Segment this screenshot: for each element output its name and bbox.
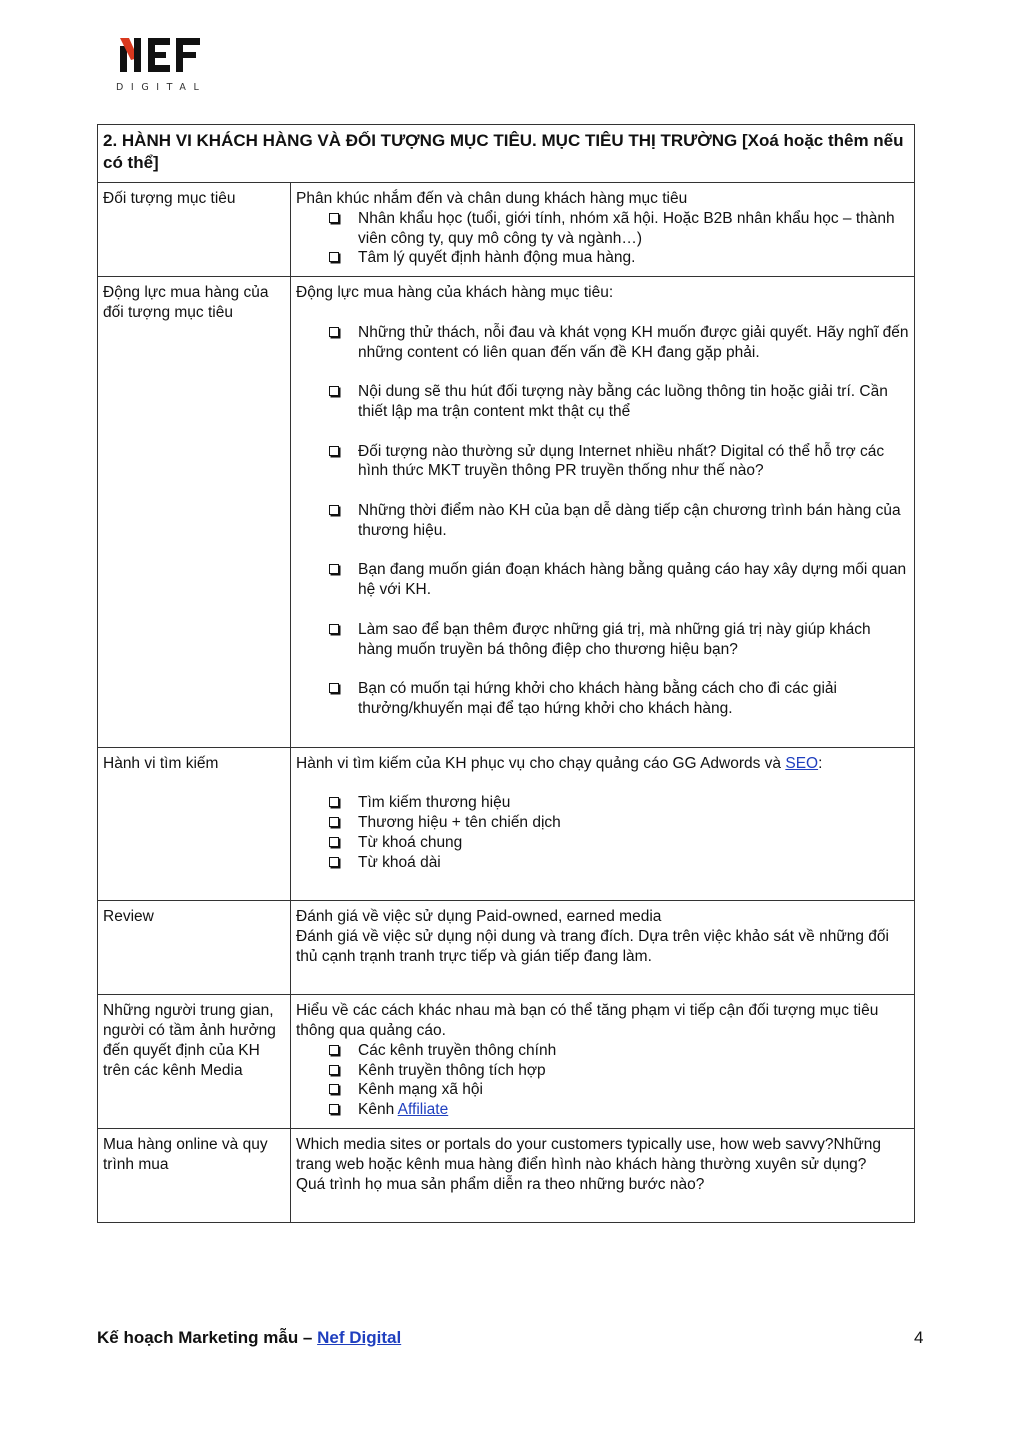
checkbox-icon [329, 797, 339, 807]
row-label: Đối tượng mục tiêu [98, 183, 291, 277]
checkbox-list [296, 323, 909, 719]
list-item: Đối tượng nào thường sử dụng Internet nhiều nhất? Digital có thể hỗ trợ các hình thức MKT truyền thông PR truyền thống như thế nào? [358, 442, 909, 482]
list-item: Những thử thách, nỗi đau và khát vọng KH muốn được giải quyết. Hãy nghĩ đến những content có liên quan đến vấn đề KH đang gặp phải. [358, 323, 909, 363]
row-line: Which media sites or portals do your customers typically use, how web savvy?Những trang web hoặc kênh mua hàng điển hình nào khách hàng thường xuyên sử dụng? [296, 1136, 881, 1173]
row-label: Hành vi tìm kiếm [98, 747, 291, 901]
checkbox-list [296, 209, 909, 268]
list-item: Bạn đang muốn gián đoạn khách hàng bằng quảng cáo hay xây dựng mối quan hệ với KH. [358, 560, 909, 600]
checkbox-icon [329, 252, 339, 262]
list-item: Từ khoá chung [358, 833, 909, 853]
row-content [291, 995, 915, 1129]
row-content [291, 747, 915, 901]
checkbox-icon [329, 1104, 339, 1114]
table-row [98, 183, 915, 277]
checkbox-icon [329, 446, 339, 456]
checkbox-icon [329, 624, 339, 634]
list-item: Thương hiệu + tên chiến dịch [358, 813, 909, 833]
row-label: Những người trung gian, người có tầm ảnh hưởng đến quyết định của KH trên các kênh Media [98, 995, 291, 1129]
nef-logo-mark [116, 34, 206, 74]
checkbox-icon [329, 857, 339, 867]
checkbox-icon [329, 683, 339, 693]
list-item: Làm sao để bạn thêm được những giá trị, mà những giá trị này giúp khách hàng muốn truyền bá thông điệp cho thương hiệu bạn? [358, 620, 909, 660]
checkbox-list [296, 1041, 909, 1120]
logo-subtitle: DIGITAL [116, 82, 207, 93]
table-row [98, 277, 915, 747]
checkbox-icon [329, 1045, 339, 1055]
row-intro: Hành vi tìm kiếm của KH phục vụ cho chạy quảng cáo GG Adwords và SEO: [296, 754, 823, 772]
nef-digital-logo [116, 34, 206, 94]
table-row [98, 901, 915, 995]
section-heading: 2. HÀNH VI KHÁCH HÀNG VÀ ĐỐI TƯỢNG MỤC TIÊU. MỤC TIÊU THỊ TRƯỜNG [Xoá hoặc thêm nếu có thể] [98, 125, 915, 183]
checkbox-list [296, 793, 909, 872]
list-item: Bạn có muốn tại hứng khởi cho khách hàng bằng cách cho đi các giải thưởng/khuyến mại để tạo hứng khởi cho khách hàng. [358, 679, 909, 719]
page-number: 4 [914, 1328, 924, 1347]
row-intro: Phân khúc nhắm đến và chân dung khách hàng mục tiêu [296, 190, 688, 207]
row-content [291, 901, 915, 995]
checkbox-icon [329, 837, 339, 847]
list-item: Kênh truyền thông tích hợp [358, 1061, 909, 1081]
row-content [291, 183, 915, 277]
row-label: Review [98, 901, 291, 995]
row-line: Đánh giá về việc sử dụng nội dung và trang đích. Dựa trên việc khảo sát về những đối thủ cạnh trạnh tranh trực tiếp và gián tiếp đang làm. [296, 927, 889, 965]
list-item: Tìm kiếm thương hiệu [358, 793, 909, 813]
checkbox-icon [329, 564, 339, 574]
list-item: Kênh Affiliate [358, 1100, 909, 1120]
table-row [98, 995, 915, 1129]
list-item: Từ khoá dài [358, 853, 909, 873]
checkbox-icon [329, 1065, 339, 1075]
list-item: Nhân khẩu học (tuổi, giới tính, nhóm xã hội. Hoặc B2B nhân khẩu học – thành viên công ty, quy mô công ty và ngành…) [358, 209, 909, 249]
checkbox-icon [329, 1084, 339, 1094]
row-line: Đánh giá về việc sử dụng Paid-owned, earned media [296, 908, 662, 926]
table-row [98, 1129, 915, 1223]
row-content [291, 277, 915, 747]
row-label: Động lực mua hàng của đối tượng mục tiêu [98, 277, 291, 747]
target-audience-table [97, 124, 915, 1223]
list-item: Tâm lý quyết định hành động mua hàng. [358, 248, 909, 268]
nef-digital-link[interactable]: Nef Digital [317, 1328, 402, 1347]
table-heading-row [98, 125, 915, 183]
seo-link[interactable]: SEO [785, 754, 819, 772]
row-intro: Động lực mua hàng của khách hàng mục tiêu: [296, 284, 614, 302]
list-item: Những thời điểm nào KH của bạn dễ dàng tiếp cận chương trình bán hàng của thương hiệu. [358, 501, 909, 541]
list-item: Nội dung sẽ thu hút đối tượng này bằng các luồng thông tin hoặc giải trí. Cần thiết lập ma trận content mkt thật cụ thể [358, 382, 909, 422]
checkbox-icon [329, 213, 339, 223]
table-row [98, 747, 915, 901]
checkbox-icon [329, 327, 339, 337]
row-intro: Hiểu về các cách khác nhau mà bạn có thể tăng phạm vi tiếp cận đối tượng mục tiêu thông qua quảng cáo. [296, 1002, 879, 1040]
list-item: Các kênh truyền thông chính [358, 1041, 909, 1061]
row-line: Quá trình họ mua sản phẩm diễn ra theo những bước nào? [296, 1175, 705, 1193]
checkbox-icon [329, 817, 339, 827]
checkbox-icon [329, 386, 339, 396]
affiliate-link[interactable]: Affiliate [397, 1101, 449, 1119]
checkbox-icon [329, 505, 339, 515]
row-label: Mua hàng online và quy trình mua [98, 1129, 291, 1223]
list-item: Kênh mạng xã hội [358, 1080, 909, 1100]
row-content [291, 1129, 915, 1223]
footer-title: Kế hoạch Marketing mẫu – Nef Digital [97, 1328, 402, 1347]
